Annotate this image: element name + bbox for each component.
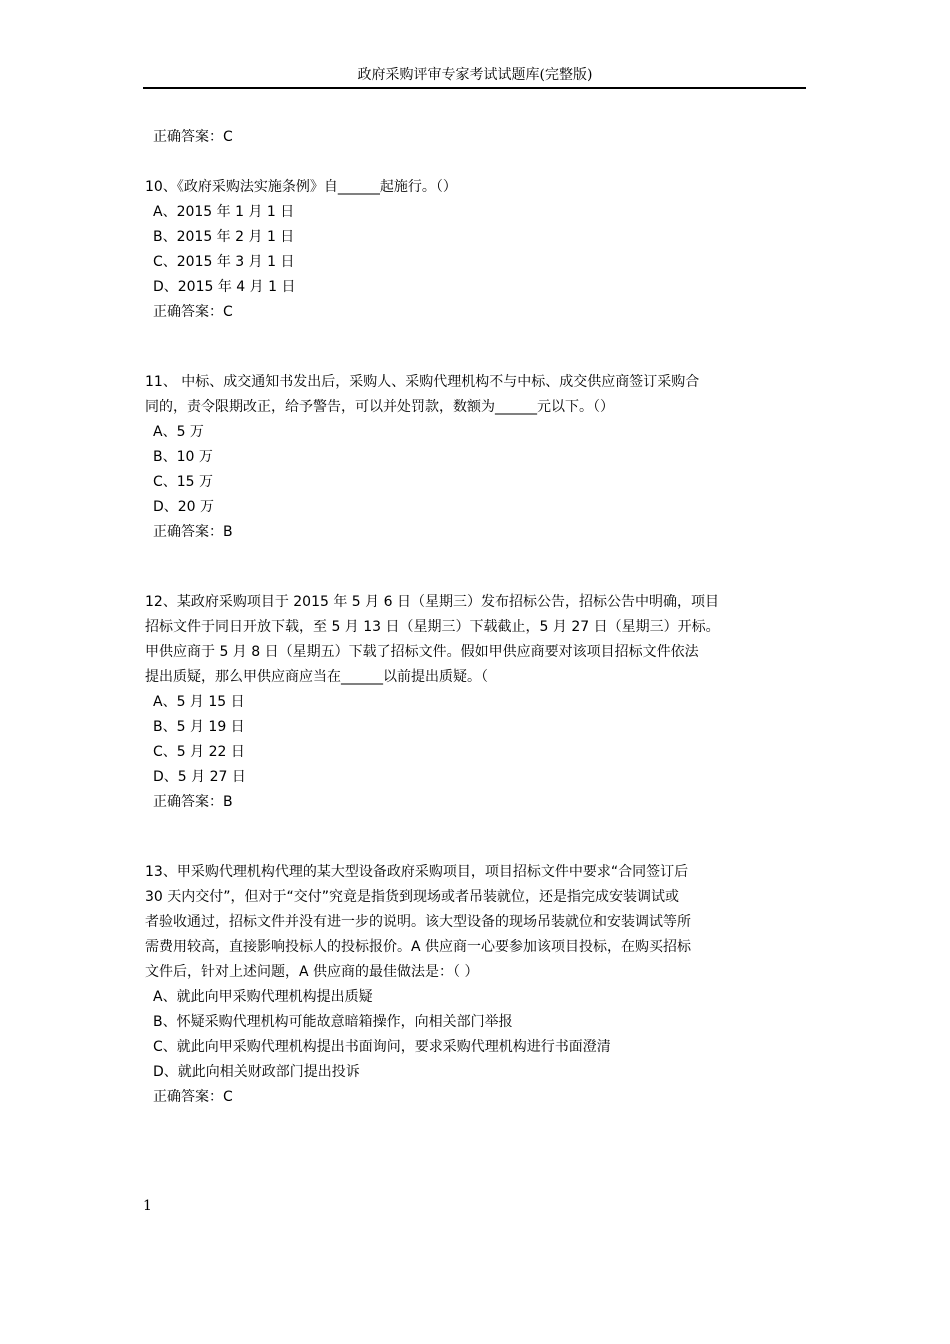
question-11 [145, 370, 807, 545]
answer-line: 正确答案：C [153, 1089, 233, 1105]
answer-line: 正确答案：C [153, 129, 233, 145]
option-a: A、5 万 [153, 424, 204, 440]
question-10 [145, 175, 807, 325]
option-d: D、5 月 27 日 [153, 769, 246, 785]
option-d: D、2015 年 4 月 1 日 [153, 279, 296, 295]
question-text: 30 天内交付”，但对于“交付”究竟是指货到现场或者吊装就位，还是指完成安装调试或 [145, 889, 680, 905]
question-text: 11、 中标、成交通知书发出后，采购人、采购代理机构不与中标、成交供应商签订采购合 [145, 374, 700, 390]
option-c: C、5 月 22 日 [153, 744, 245, 760]
option-b: B、5 月 19 日 [153, 719, 245, 735]
header-divider [143, 87, 806, 89]
option-a: A、2015 年 1 月 1 日 [153, 204, 295, 220]
page-number: 1 [143, 1198, 152, 1214]
question-spacer [145, 325, 807, 370]
option-c: C、就此向甲采购代理机构提出书面询问，要求采购代理机构进行书面澄清 [153, 1039, 611, 1055]
question-text: 甲供应商于 5 月 8 日（星期五）下载了招标文件。假如甲供应商要对该项目招标文件依法 [145, 644, 699, 660]
option-b: B、10 万 [153, 449, 213, 465]
option-a: A、就此向甲采购代理机构提出质疑 [153, 989, 373, 1005]
option-c: C、2015 年 3 月 1 日 [153, 254, 295, 270]
question-text: 者验收通过，招标文件并没有进一步的说明。该大型设备的现场吊装就位和安装调试等所 [145, 914, 691, 930]
option-c: C、15 万 [153, 474, 214, 490]
option-b: B、怀疑采购代理机构可能故意暗箱操作，向相关部门举报 [153, 1014, 513, 1030]
question-12 [145, 590, 807, 815]
option-a: A、5 月 15 日 [153, 694, 245, 710]
question-text: 同的，责令限期改正，给予警告，可以并处罚款，数额为______元以下。（） [145, 399, 614, 415]
question-text: 12、某政府采购项目于 2015 年 5 月 6 日（星期三）发布招标公告，招标公告中明确，项目 [145, 594, 719, 610]
question-text: 招标文件于同日开放下载，至 5 月 13 日（星期三）下载截止，5 月 27 日（星期三）开标。 [145, 619, 720, 635]
question-text: 需费用较高，直接影响投标人的投标报价。A 供应商一心要参加该项目投标，在购买招标 [145, 939, 692, 955]
question-list [145, 125, 807, 1110]
question-text: 文件后，针对上述问题，A 供应商的最佳做法是：（ ） [145, 964, 479, 980]
question-spacer [145, 815, 807, 860]
question-text: 提出质疑，那么甲供应商应当在______以前提出质疑。（ [145, 669, 488, 685]
option-d: D、20 万 [153, 499, 215, 515]
question-text: 10、《政府采购法实施条例》自______起施行。（） [145, 179, 457, 195]
previous-answer-block [145, 125, 807, 150]
option-b: B、2015 年 2 月 1 日 [153, 229, 295, 245]
answer-line: 正确答案：B [153, 794, 233, 810]
question-spacer [145, 545, 807, 590]
question-text: 13、甲采购代理机构代理的某大型设备政府采购项目，项目招标文件中要求“合同签订后 [145, 864, 689, 880]
page-header-title: 政府采购评审专家考试试题库(完整版) [357, 67, 593, 83]
answer-line: 正确答案：C [153, 304, 233, 320]
answer-line: 正确答案：B [153, 524, 233, 540]
option-d: D、就此向相关财政部门提出投诉 [153, 1064, 360, 1080]
question-13 [145, 860, 807, 1110]
